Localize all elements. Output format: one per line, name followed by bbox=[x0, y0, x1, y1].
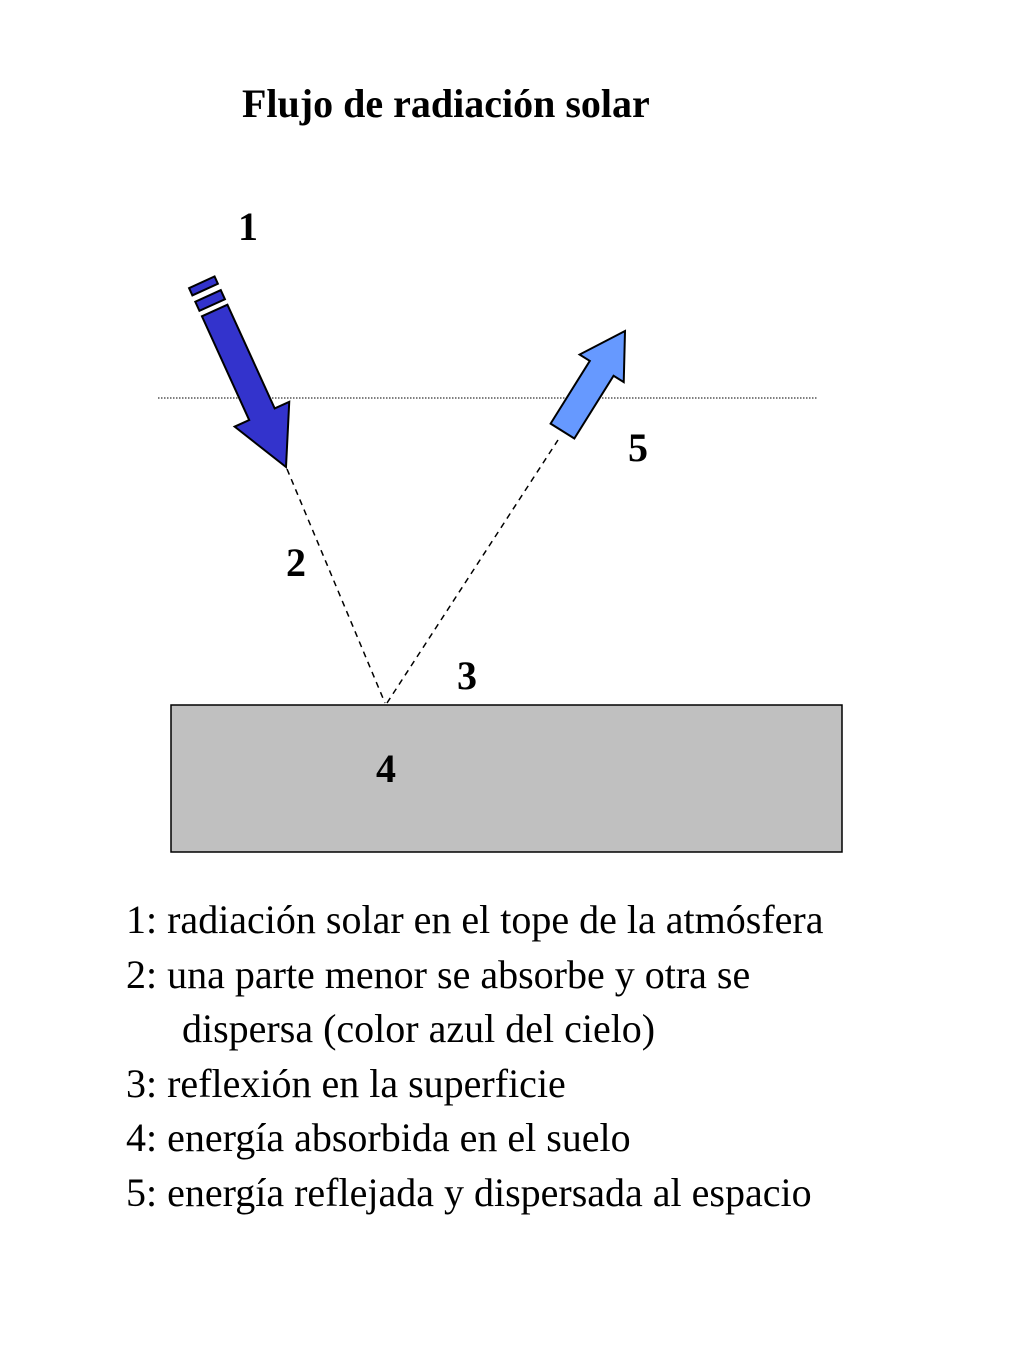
legend-item-3: 3: reflexión en la superficie bbox=[126, 1060, 566, 1106]
legend-item-2: 2: una parte menor se absorbe y otra se bbox=[126, 951, 751, 997]
label-5: 5 bbox=[628, 425, 648, 470]
ground-surface bbox=[171, 705, 842, 852]
legend-item-4: 4: energía absorbida en el suelo bbox=[126, 1115, 631, 1160]
label-4: 4 bbox=[376, 746, 396, 791]
legend bbox=[126, 893, 823, 1220]
diagram-title: Flujo de radiación solar bbox=[242, 81, 650, 126]
legend-item-1: 1: radiación solar en el tope de la atmósfera bbox=[126, 897, 824, 942]
label-1: 1 bbox=[238, 204, 258, 249]
label-2: 2 bbox=[286, 540, 306, 585]
legend-item-2-continued: dispersa (color azul del cielo) bbox=[182, 1006, 656, 1051]
incoming-radiation-arrow bbox=[175, 270, 314, 480]
incoming-path-dashed-line bbox=[287, 469, 385, 703]
legend-item-5: 5: energía reflejada y dispersada al espacio bbox=[126, 1169, 812, 1215]
incoming-arrow-body bbox=[187, 298, 313, 479]
label-3: 3 bbox=[457, 653, 477, 698]
